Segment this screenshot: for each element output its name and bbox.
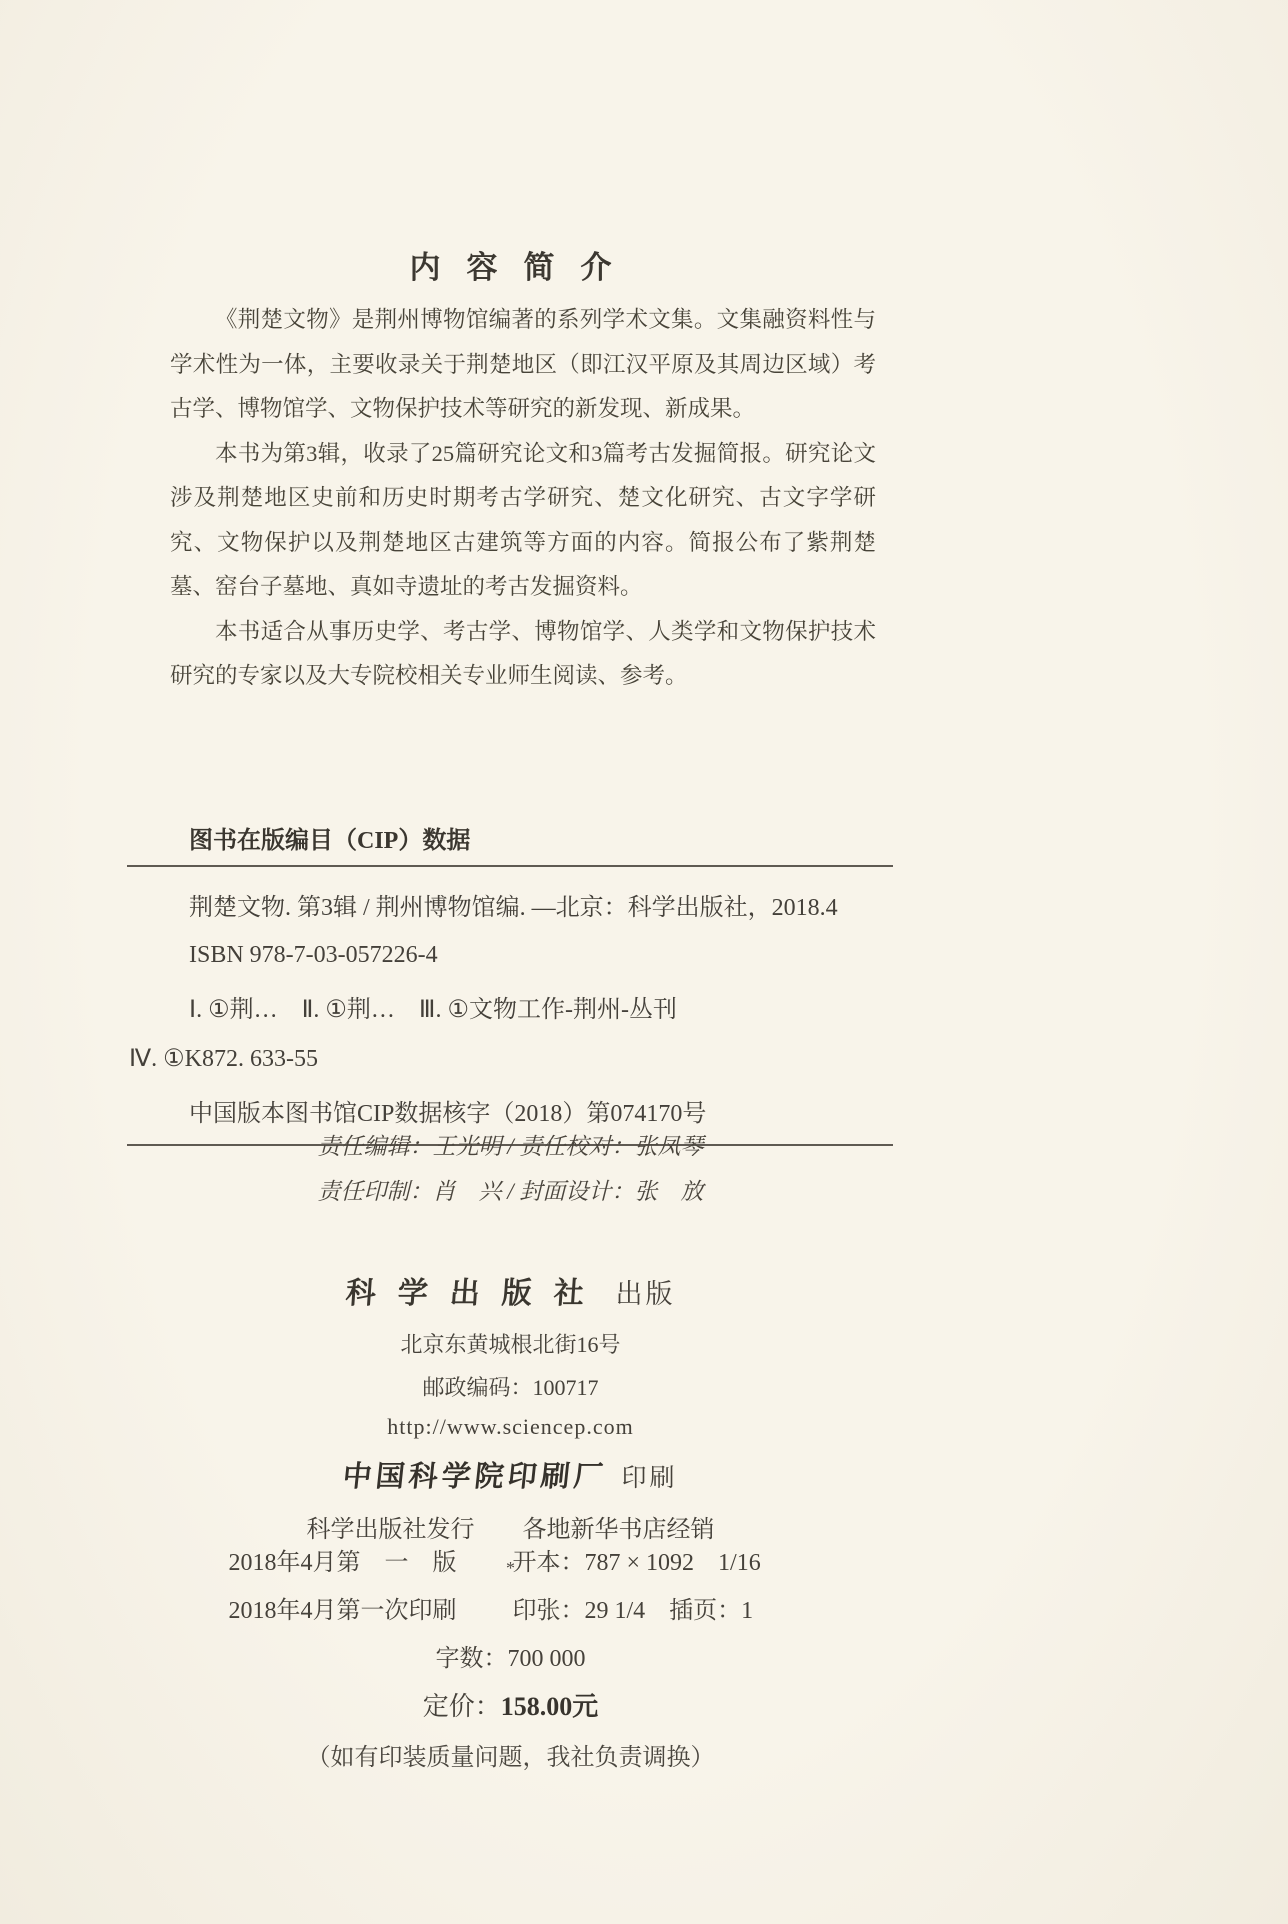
intro-paragraph: 《荆楚文物》是荆州博物馆编著的系列学术文集。文集融资料性与学术性为一体，主要收录关于荆楚地区（即江汉平原及其周边区域）考古学、博物馆学、文物保护技术等研究的新发现、新成果。 [170,307,876,421]
cip-rule-top [127,865,893,867]
printer-line [128,1454,893,1495]
publisher-name-line [128,1268,893,1312]
cip-record-number-line: 中国版本图书馆CIP数据核字（2018）第074170号 [189,1101,707,1127]
cip-classification-line-1: Ⅰ. ①荆… Ⅱ. ①荆… Ⅲ. ①文物工作-荆州-丛刊 [189,997,677,1023]
printer-name-calligraphy: 中国科学院印刷厂 [341,1461,609,1493]
intro-paragraph: 本书为第3辑，收录了25篇研究论文和3篇考古发掘简报。研究论文涉及荆楚地区史前和历史时期考古学研究、楚文化研究、古文字学研究、文物保护以及荆楚地区古建筑等方面的内容。简报公布了紫荆楚墓、窑台子墓地、真如寺遗址的考古发掘资料。 [170,440,876,599]
page-title: 内容简介 [409,250,638,285]
publisher-block [128,1268,893,1579]
word-count: 字数：700 000 [435,1646,586,1672]
price-label: 定价： [422,1692,501,1721]
content-summary [170,298,876,699]
price-value: 158.00元 [500,1692,599,1721]
sheets-spec: 印张：29 1/4 插页：1 [512,1598,754,1624]
asterisk-divider: * [506,1558,515,1578]
publisher-website: http://www.sciencep.com [387,1414,634,1439]
staff-credits [128,1124,893,1214]
printing-date: 2018年4月第一次印刷 [228,1598,457,1624]
price-line [128,1686,893,1723]
cip-title-line: 荆楚文物. 第3辑 / 荆州博物馆编. —北京：科学出版社，2018.4 [189,895,838,921]
intro-paragraph: 本书适合从事历史学、考古学、博物馆学、人类学和文物保护技术研究的专家以及大专院校相关专业师生阅读、参考。 [170,618,876,688]
printing-row [128,1590,893,1625]
isbn-line: ISBN 978-7-03-057226-4 [189,942,438,968]
cip-header: 图书在版编目（CIP）数据 [189,828,471,854]
publisher-name-calligraphy: 科学出版社 [344,1277,607,1310]
publisher-address: 北京东黄城根北街16号 [400,1332,621,1357]
distribution-line: 科学出版社发行 各地新华书店经销 [306,1517,715,1543]
print-info-block [128,1542,893,1772]
publisher-role-label: 出版 [615,1279,676,1309]
cip-data-block [127,820,893,1146]
credits-print-design-line: 责任印制：肖 兴 / 封面设计：张 放 [317,1179,704,1204]
format-spec: 开本：787 × 1092 1/16 [512,1550,761,1576]
cip-classification-line-2: Ⅳ. ①K872. 633-55 [129,1046,318,1072]
edition-row [128,1542,893,1577]
edition-date: 2018年4月第 一 版 [228,1550,457,1576]
quality-note: （如有印装质量问题，我社负责调换） [306,1745,715,1771]
credits-editors-line: 责任编辑：王光明 / 责任校对：张凤琴 [317,1134,704,1159]
printer-role-label: 印刷 [621,1465,678,1492]
publisher-postcode: 邮政编码：100717 [422,1375,599,1400]
